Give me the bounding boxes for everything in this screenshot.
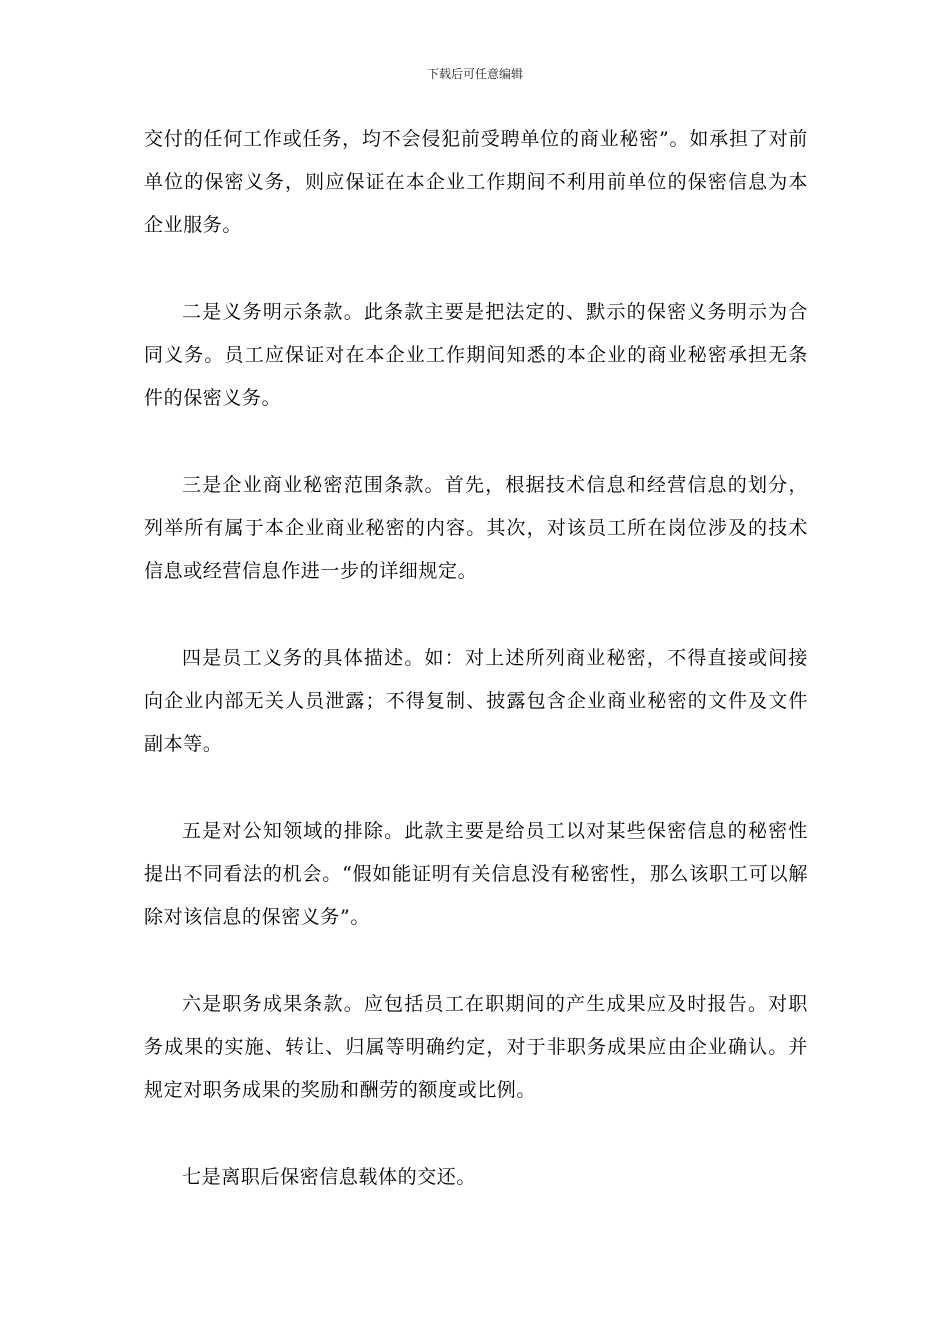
paragraph-clause-7: 七是离职后保密信息载体的交还。 — [182, 1166, 477, 1188]
paragraph-clause-5: 五是对公知领域的排除。此款主要是给员工以对某些保密信息的秘密性提出不同看法的机会。“假如能证明有关信息没有秘密性，那么该职工可以解除对该信息的保密义务”。 — [144, 820, 808, 928]
page-header: 下载后可任意编辑 — [426, 67, 523, 81]
paragraph-clause-3: 三是企业商业秘密范围条款。首先，根据技术信息和经营信息的划分，列举所有属于本企业商业秘密的内容。其次，对该员工所在岗位涉及的技术信息或经营信息作进一步的详细规定。 — [144, 474, 808, 582]
paragraph-clause-4: 四是员工义务的具体描述。如：对上述所列商业秘密，不得直接或间接向企业内部无关人员泄露；不得复制、披露包含企业商业秘密的文件及文件副本等。 — [144, 647, 808, 755]
paragraph-clause-2: 二是义务明示条款。此条款主要是把法定的、默示的保密义务明示为合同义务。员工应保证对在本企业工作期间知悉的本企业的商业秘密承担无条件的保密义务。 — [144, 301, 808, 409]
paragraph-continuation: 交付的任何工作或任务，均不会侵犯前受聘单位的商业秘密”。如承担了对前单位的保密义务，则应保证在本企业工作期间不利用前单位的保密信息为本企业服务。 — [144, 128, 808, 236]
document-body — [144, 118, 808, 1243]
paragraph-clause-6: 六是职务成果条款。应包括员工在职期间的产生成果应及时报告。对职务成果的实施、转让、归属等明确约定，对于非职务成果应由企业确认。并规定对职务成果的奖励和酬劳的额度或比例。 — [144, 993, 808, 1101]
